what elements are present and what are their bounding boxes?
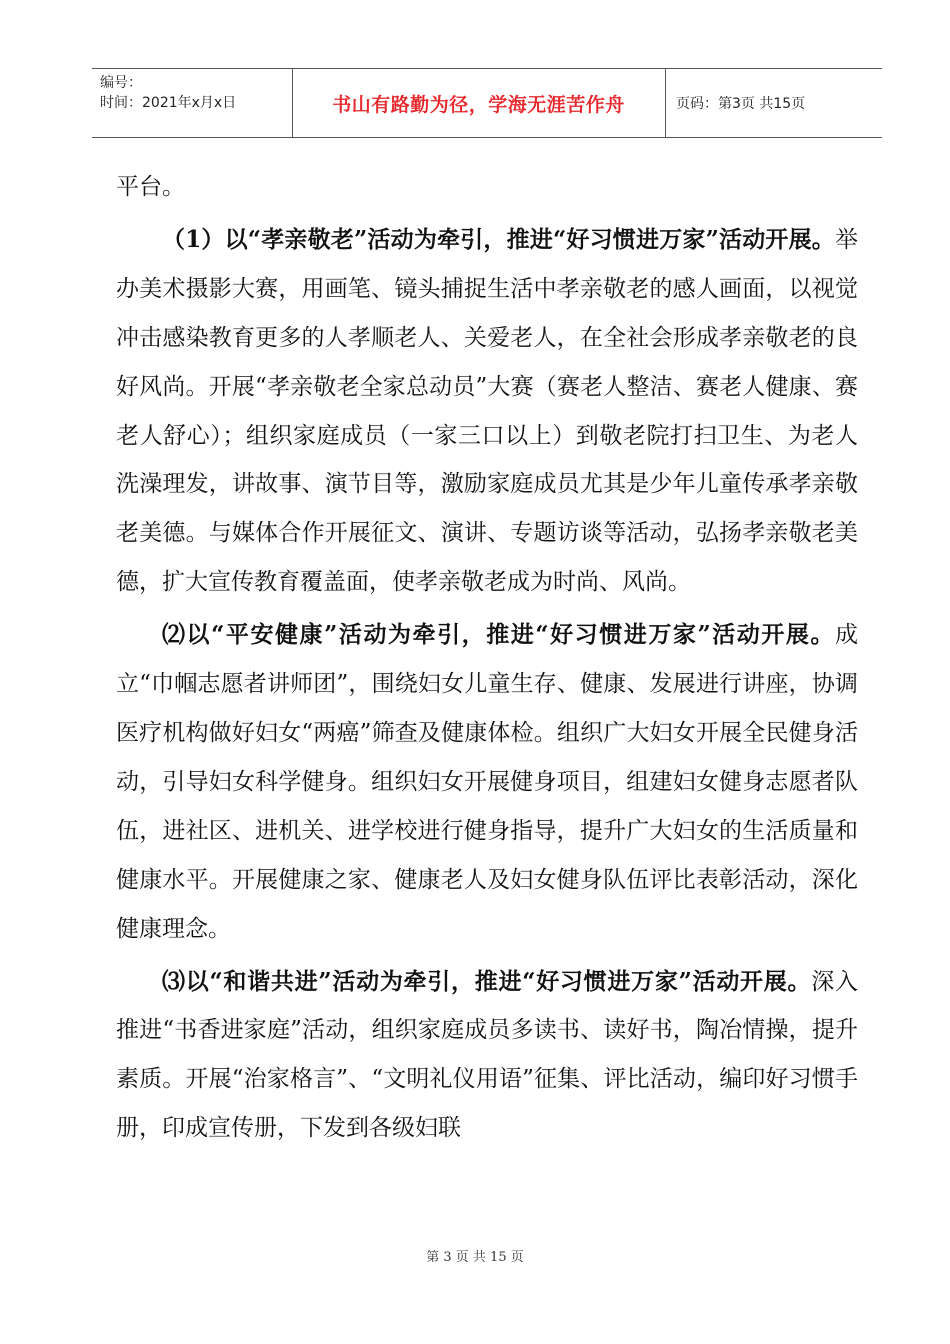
date-label: 时间：2021年x月x日 xyxy=(100,95,237,111)
header-divider xyxy=(665,69,666,137)
document-body xyxy=(116,163,858,1153)
paragraph-text: 深入推进“书香进家庭”活动，组织家庭成员多读书、读好书，陶冶情操，提升素质。开展“治家格言”、“文明礼仪用语”征集、评比活动，编印好习惯手册，印成宣传册，下发到各级妇联 xyxy=(116,968,859,1142)
paragraph-heading: ⑶以“和谐共进”活动为牵引，推进“好习惯进万家”活动开展。 xyxy=(162,967,812,995)
header-meta xyxy=(100,73,236,113)
paragraph-text: 成立“巾帼志愿者讲师团”，围绕妇女儿童生存、健康、发展进行讲座，协调医疗机构做好妇女“两癌”筛查及健康体检。组织广大妇女开展全民健身活动，引导妇女科学健身。组织妇女开展健身项目，组建妇女健身志愿者队伍，进社区、进机关、进学校进行健身指导，提升广大妇女的生活质量和健康水平。开展健康之家、健康老人及妇女健身队伍评比表彰活动，深化健康理念。 xyxy=(116,622,858,942)
paragraph-filial-piety xyxy=(116,216,858,607)
paragraph-heading: ⑵以“平安健康”活动为牵引，推进“好习惯进万家”活动开展。 xyxy=(162,621,835,649)
page-header xyxy=(92,68,882,138)
page-footer: 第 3 页 共 15 页 xyxy=(426,1250,524,1265)
paragraph-text: 举办美术摄影大赛，用画笔、镜头捕捉生活中孝亲敬老的感人画面，以视觉冲击感染教育更多的人孝顺老人、关爱老人，在全社会形成孝亲敬老的良好风尚。开展“孝亲敬老全家总动员”大赛（赛老人整洁、赛老人健康、赛老人舒心）；组织家庭成员（一家三口以上）到敬老院打扫卫生、为老人洗澡理发，讲故事、演节目等，激励家庭成员尤其是少年儿童传承孝亲敬老美德。与媒体合作开展征文、演讲、专题访谈等活动，弘扬孝亲敬老美德，扩大宣传教育覆盖面，使孝亲敬老成为时尚、风尚。 xyxy=(116,226,858,596)
header-motto: 书山有路勤为径，学海无涯苦作舟 xyxy=(332,93,625,116)
paragraph-continuation: 平台。 xyxy=(116,174,185,200)
paragraph-harmony xyxy=(116,958,858,1154)
header-page-number: 页码：第3页 共15页 xyxy=(676,96,806,112)
paragraph-heading: （1）以“孝亲敬老”活动为牵引，推进“好习惯进万家”活动开展。 xyxy=(162,225,835,253)
serial-number-label: 编号： xyxy=(100,75,142,91)
paragraph-health xyxy=(116,611,858,953)
